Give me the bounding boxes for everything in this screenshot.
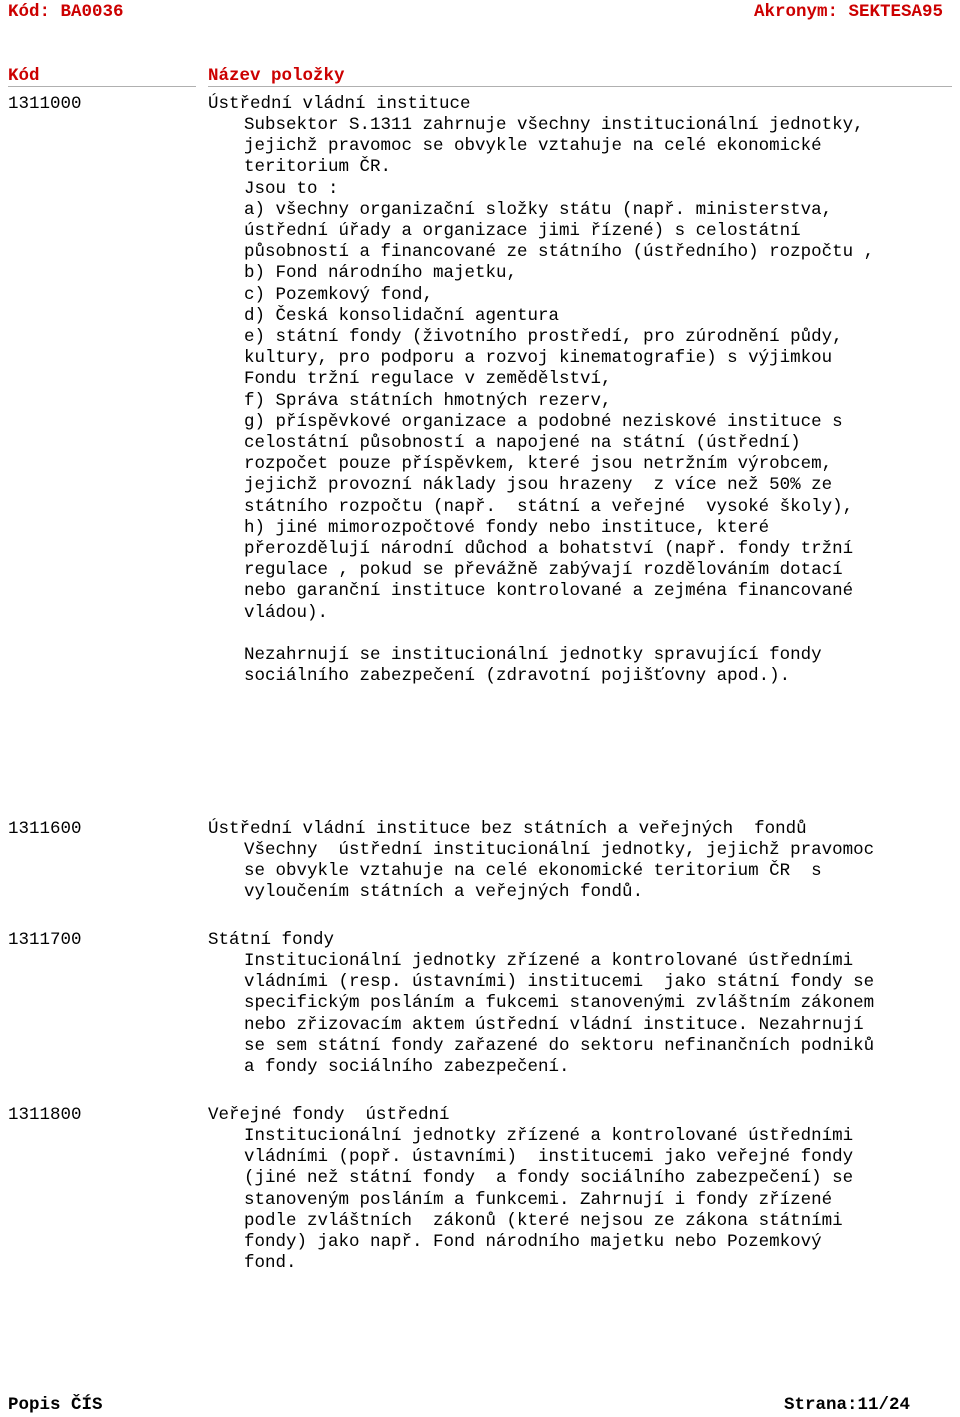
page-number: Strana:11/24 [783,1395,910,1415]
entry-title: Veřejné fondy ústřední [208,1105,450,1125]
entry-code: 1311700 [8,930,82,950]
footer-section-label: Popis ČÍS [8,1395,103,1415]
acronym-label: Akronym: SEKTESA95 [753,2,943,22]
entry-title: Ústřední vládní instituce bez státních a veřejných fondů [208,819,807,839]
column-header-name: Název položky [208,66,345,86]
entry-description: Institucionální jednotky zřízené a kontrolované ústředními vládními (resp. ústavními) institucemi jako státní fondy se specifickým posláním a fukcemi stanovenými zvláštním zákonem nebo zřizovacím aktem ústřední vládní instituce. Nezahrnují se sem státní fondy zařazené do sektoru nefinančních podniků a fondy sociálního zabezpečení. [244,951,875,1078]
entry-description: Institucionální jednotky zřízené a kontrolované ústředními vládními (popř. ústavními) institucemi jako veřejné fondy (jiné než státní fondy a fondy sociálního zabezpečení) se stanoveným posláním a funkcemi. Zahrnují i fondy zřízené podle zvláštních zákonů (které nejsou ze zákona státními fondy) jako např. Fond národního majetku nebo Pozemkový fond. [244,1126,854,1274]
entry-title: Ústřední vládní instituce [208,94,471,114]
code-label: Kód: BA0036 [8,2,124,22]
entry-title: Státní fondy [208,930,335,950]
entry-code: 1311800 [8,1105,82,1125]
column-underline-name [208,86,952,87]
column-header-code: Kód [8,66,40,86]
column-underline-code [8,86,196,87]
entry-description: Subsektor S.1311 zahrnuje všechny institucionální jednotky, jejichž pravomoc se obvykle vztahuje na celé ekonomické teritorium ČR. Jsou to : a) všechny organizační složky státu (např. ministerstva, ústřední úřady a organizace jimi řízené) s celostátní působností a financované ze státního (ústředního) rozpočtu , b) Fond národního majetku, c) Pozemkový fond, d) Česká konsolidační agentura e) státní fondy (životního prostředí, pro zúrodnění půdy, kultury, pro podporu a rozvoj kinematografie) s výjimkou Fondu tržní regulace v zemědělství, f) Správa státních hmotných rezerv, g) příspěvkové organizace a podobné neziskové instituce s celostátní působností a napojené na státní (ústřední) rozpočet pouze příspěvkem, které jsou netržním výrobcem, jejichž provozní náklady jsou hrazeny z více než 50% ze státního rozpočtu (např. státní a veřejné vysoké školy), h) jiné mimorozpočtové fondy nebo instituce, které přerozdělují národní důchod a bohatství (např. fondy tržní regulace , pokud se převážně zabývají rozdělováním dotací nebo garanční instituce kontrolované a zejména financované vládou). Nezahrnují se institucionální jednotky spravující fondy sociálního zabezpečení (zdravotní pojišťovny apod.). [244,115,875,687]
entry-code: 1311600 [8,819,82,839]
entry-description: Všechny ústřední institucionální jednotky, jejichž pravomoc se obvykle vztahuje na celé ekonomické teritorium ČR s vyloučením státních a veřejných fondů. [244,840,875,903]
entry-code: 1311000 [8,94,82,114]
